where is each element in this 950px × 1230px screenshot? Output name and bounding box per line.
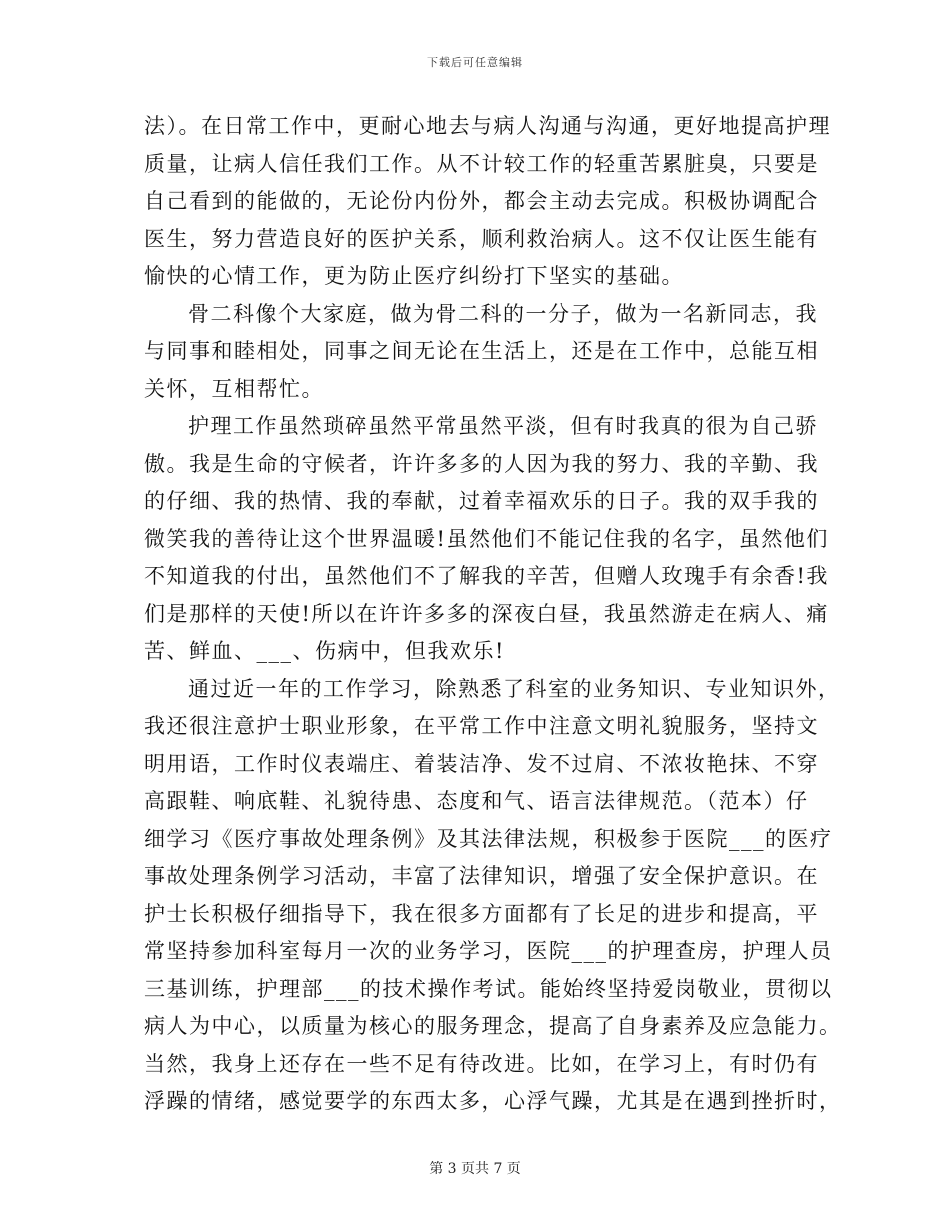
text-line: 浮躁的情绪，感觉要学的东西太多，心浮气躁，尤其是在遇到挫折时， xyxy=(144,1089,842,1113)
text-line: 关怀，互相帮忙。 xyxy=(144,376,324,401)
text-line: 通过近一年的工作学习，除熟悉了科室的业务知识、专业知识外， xyxy=(188,676,841,701)
paragraph-1 xyxy=(144,108,831,296)
text-line: 我还很注意护士职业形象，在平常工作中注意文明礼貌服务，坚持文 xyxy=(144,714,819,738)
page-number: 第 3 页共 7 页 xyxy=(429,1161,521,1177)
paragraph-2 xyxy=(144,296,819,409)
text-line: 傲。我是生命的守候者，许许多多的人因为我的努力、我的辛勤、我 xyxy=(144,451,819,476)
text-line: 与同事和睦相处，同事之间无论在生活上，还是在工作中，总能互相 xyxy=(144,339,819,363)
text-line: 苦、鲜血、___、伤病中，但我欢乐! xyxy=(144,639,505,663)
text-line: 当然，我身上还存在一些不足有待改进。比如，在学习上，有时仍有 xyxy=(144,1051,819,1076)
text-line: 不知道我的付出，虽然他们不了解我的辛苦，但赠人玫瑰手有余香!我 xyxy=(144,564,829,588)
text-line: 骨二科像个大家庭，做为骨二科的一分子，做为一名新同志，我 xyxy=(188,301,818,326)
text-line: 愉快的心情工作，更为防止医疗纠纷打下坚实的基础。 xyxy=(144,264,684,288)
text-line: 事故处理条例学习活动，丰富了法律知识，增强了安全保护意识。在 xyxy=(144,864,819,888)
text-line: 的仔细、我的热情、我的奉献，过着幸福欢乐的日子。我的双手我的 xyxy=(144,489,819,513)
text-line: 细学习《医疗事故处理条例》及其法律法规，积极参于医院___的医疗 xyxy=(144,826,833,851)
text-line: 护士长积极仔细指导下，我在很多方面都有了长足的进步和提高，平 xyxy=(144,901,819,926)
text-line: 三基训练，护理部___的技术操作考试。能始终坚持爱岗敬业，贯彻以 xyxy=(144,976,833,1001)
text-line: 微笑我的善待让这个世界温暖!虽然他们不能记住我的名字，虽然他们 xyxy=(144,526,829,551)
page-header-note: 下载后可任意编辑 xyxy=(427,56,523,69)
document-body xyxy=(144,108,842,1121)
text-line: 自己看到的能做的，无论份内份外，都会主动去完成。积极协调配合 xyxy=(144,189,819,213)
paragraph-3 xyxy=(144,408,829,671)
text-line: 护理工作虽然琐碎虽然平常虽然平淡，但有时我真的很为自己骄 xyxy=(188,414,818,438)
text-line: 病人为中心，以质量为核心的服务理念，提高了自身素养及应急能力。 xyxy=(144,1014,842,1038)
paragraph-4 xyxy=(144,671,842,1121)
text-line: 常坚持参加科室每月一次的业务学习，医院___的护理查房，护理人员 xyxy=(144,939,833,963)
text-line: 医生，努力营造良好的医护关系，顺利救治病人。这不仅让医生能有 xyxy=(144,226,819,251)
text-line: 们是那样的天使!所以在许许多多的深夜白昼，我虽然游走在病人、痛 xyxy=(144,601,829,626)
text-line: 明用语，工作时仪表端庄、着装洁净、发不过肩、不浓妆艳抹、不穿 xyxy=(144,751,819,776)
text-line: 质量，让病人信任我们工作。从不计较工作的轻重苦累脏臭，只要是 xyxy=(144,151,819,176)
text-line: 法）。在日常工作中，更耐心地去与病人沟通与沟通，更好地提高护理 xyxy=(144,114,831,138)
text-line: 高跟鞋、响底鞋、礼貌待患、态度和气、语言法律规范。（范本）仔 xyxy=(144,789,809,813)
